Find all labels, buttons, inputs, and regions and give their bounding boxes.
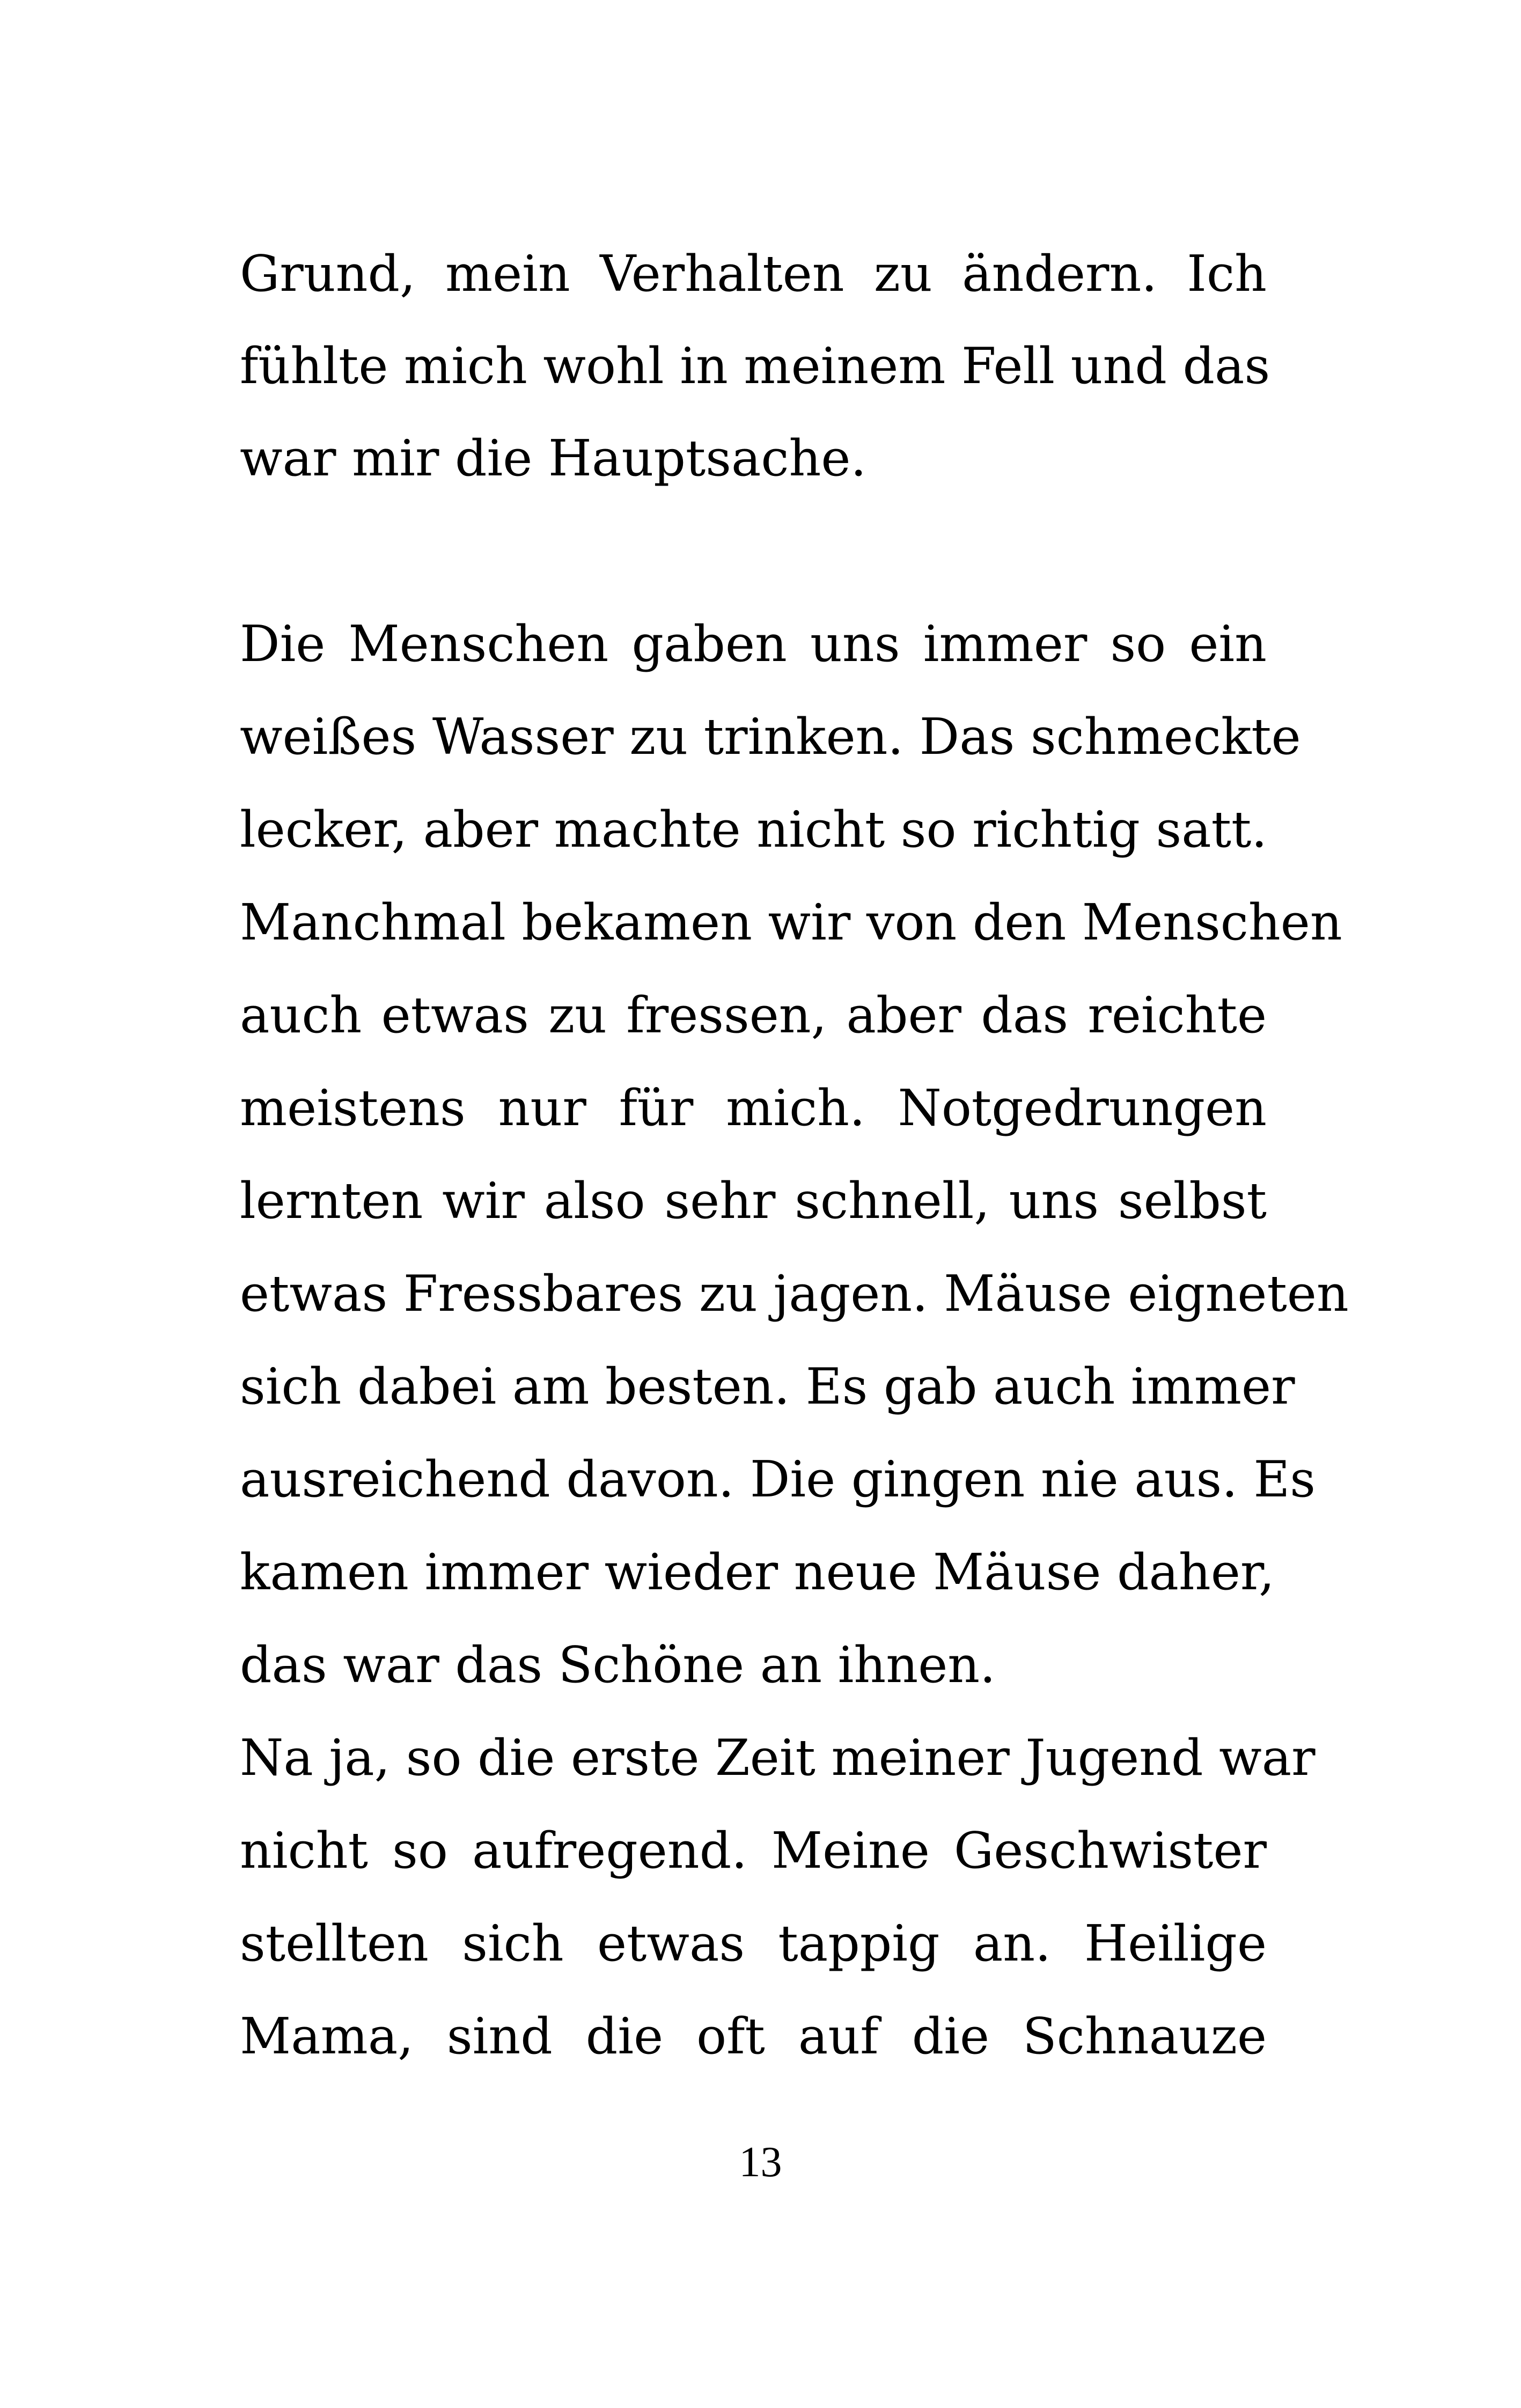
text-line: weißes Wasser zu trinken. Das schmeckte	[240, 708, 1301, 766]
text-line: Die Menschen gaben uns immer so ein	[240, 615, 1267, 673]
text-line: Grund, mein Verhalten zu ändern. Ich	[240, 245, 1267, 303]
text-line: nicht so aufregend. Meine Geschwister	[240, 1822, 1267, 1880]
text-line: Mama, sind die oft auf die Schnauze	[240, 2007, 1267, 2065]
text-line: ausreichend davon. Die gingen nie aus. Es	[240, 1450, 1316, 1508]
text-line: Manchmal bekamen wir von den Menschen	[240, 893, 1342, 951]
text-line: meistens nur für mich. Notgedrungen	[240, 1079, 1267, 1137]
text-line: das war das Schöne an ihnen.	[240, 1636, 996, 1694]
text-line: sich dabei am besten. Es gab auch immer	[240, 1357, 1295, 1415]
text-line: stellten sich etwas tappig an. Heilige	[240, 1914, 1267, 1972]
text-line: Na ja, so die erste Zeit meiner Jugend war	[240, 1729, 1316, 1787]
text-line: etwas Fressbares zu jagen. Mäuse eigneten	[240, 1265, 1349, 1323]
page-number: 13	[739, 2139, 782, 2186]
text-line: war mir die Hauptsache.	[240, 429, 866, 487]
text-line: lecker, aber machte nicht so richtig satt.	[240, 801, 1267, 858]
text-line: auch etwas zu fressen, aber das reichte	[240, 986, 1267, 1044]
text-line: kamen immer wieder neue Mäuse daher,	[240, 1543, 1275, 1601]
text-line: lernten wir also sehr schnell, uns selbst	[240, 1172, 1267, 1230]
text-line: fühlte mich wohl in meinem Fell und das	[240, 337, 1270, 395]
